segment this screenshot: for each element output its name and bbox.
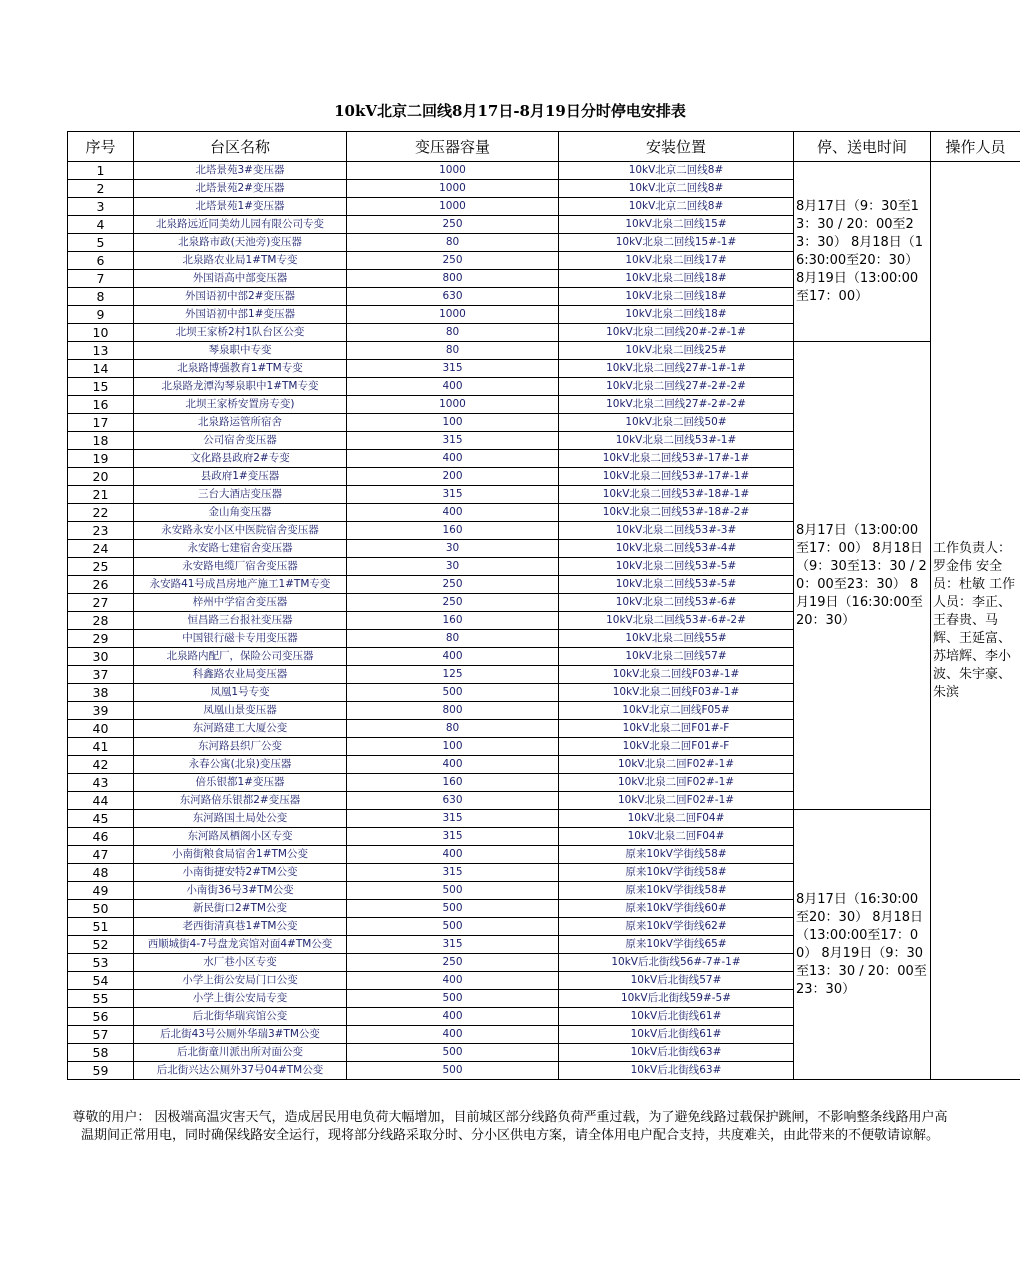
row-location: 10kV北泉二回线18#	[559, 270, 794, 288]
row-area-name: 东河路建工大厦公变	[134, 720, 347, 738]
row-location: 10kV北泉二回线57#	[559, 648, 794, 666]
row-index: 53	[68, 954, 134, 972]
row-location: 原来10kV学街线65#	[559, 936, 794, 954]
row-capacity: 100	[347, 414, 559, 432]
row-location: 10kV北京二回线8#	[559, 162, 794, 180]
row-location: 10kV北泉二回线27#-1#-1#	[559, 360, 794, 378]
row-capacity: 315	[347, 864, 559, 882]
row-capacity: 400	[347, 756, 559, 774]
row-index: 48	[68, 864, 134, 882]
row-area-name: 小学上街公安局门口公变	[134, 972, 347, 990]
row-capacity: 250	[347, 216, 559, 234]
row-area-name: 东河路县织厂公变	[134, 738, 347, 756]
table-row	[68, 162, 1020, 180]
row-location: 10kV北泉二回线53#-6#-2#	[559, 612, 794, 630]
row-area-name: 后北街童川派出所对面公变	[134, 1044, 347, 1062]
row-area-name: 琴泉职中专变	[134, 342, 347, 360]
row-index: 15	[68, 378, 134, 396]
row-capacity: 250	[347, 252, 559, 270]
row-capacity: 315	[347, 360, 559, 378]
row-area-name: 新民街口2#TM公变	[134, 900, 347, 918]
row-area-name: 北泉路农业局1#TM专变	[134, 252, 347, 270]
outage-time-group: 8月17日（16:30:00至20：30） 8月18日（13:00:00至17：00） 8月19日（9：30至13：30 / 20：00至23：30）	[794, 810, 931, 1080]
header-area-name: 台区名称	[134, 132, 347, 162]
row-capacity: 1000	[347, 162, 559, 180]
row-location: 10kV北泉二回线53#-1#	[559, 432, 794, 450]
row-index: 43	[68, 774, 134, 792]
row-location: 10kV北泉二回线53#-18#-2#	[559, 504, 794, 522]
row-capacity: 315	[347, 828, 559, 846]
row-capacity: 80	[347, 720, 559, 738]
row-location: 10kV后北街线63#	[559, 1044, 794, 1062]
row-capacity: 630	[347, 792, 559, 810]
row-index: 2	[68, 180, 134, 198]
row-capacity: 30	[347, 558, 559, 576]
row-capacity: 500	[347, 990, 559, 1008]
row-capacity: 400	[347, 846, 559, 864]
row-location: 10kV北泉二回线53#-4#	[559, 540, 794, 558]
header-index: 序号	[68, 132, 134, 162]
row-capacity: 100	[347, 738, 559, 756]
row-area-name: 外国语初中部2#变压器	[134, 288, 347, 306]
row-index: 20	[68, 468, 134, 486]
page-title: 10kV北京二回线8月17日-8月19日分时停电安排表	[334, 102, 686, 120]
row-location: 原来10kV学街线62#	[559, 918, 794, 936]
row-capacity: 630	[347, 288, 559, 306]
row-area-name: 北塔景苑2#变压器	[134, 180, 347, 198]
row-capacity: 250	[347, 594, 559, 612]
row-area-name: 永安路七建宿舍变压器	[134, 540, 347, 558]
row-index: 28	[68, 612, 134, 630]
row-area-name: 北塔景苑1#变压器	[134, 198, 347, 216]
row-area-name: 梓州中学宿舍变压器	[134, 594, 347, 612]
row-index: 41	[68, 738, 134, 756]
row-capacity: 200	[347, 468, 559, 486]
row-area-name: 科鑫路农业局变压器	[134, 666, 347, 684]
row-area-name: 小学上街公安局专变	[134, 990, 347, 1008]
row-index: 5	[68, 234, 134, 252]
row-index: 54	[68, 972, 134, 990]
row-capacity: 500	[347, 900, 559, 918]
row-capacity: 500	[347, 684, 559, 702]
row-location: 10kV北泉二回F01#-F	[559, 738, 794, 756]
row-index: 25	[68, 558, 134, 576]
table-row	[68, 342, 1020, 360]
row-area-name: 永安路电缆厂宿舍变压器	[134, 558, 347, 576]
row-area-name: 东河路国土局处公变	[134, 810, 347, 828]
row-capacity: 400	[347, 648, 559, 666]
row-index: 22	[68, 504, 134, 522]
row-location: 10kV后北街线63#	[559, 1062, 794, 1080]
row-location: 10kV北泉二回线18#	[559, 306, 794, 324]
row-index: 59	[68, 1062, 134, 1080]
row-capacity: 250	[347, 954, 559, 972]
row-area-name: 小南街粮食局宿舍1#TM公变	[134, 846, 347, 864]
row-index: 24	[68, 540, 134, 558]
row-capacity: 400	[347, 1008, 559, 1026]
row-location: 10kV北泉二回F04#	[559, 828, 794, 846]
row-capacity: 500	[347, 1062, 559, 1080]
row-area-name: 北泉路运管所宿舍	[134, 414, 347, 432]
row-location: 10kV后北街线59#-5#	[559, 990, 794, 1008]
row-area-name: 公司宿舍变压器	[134, 432, 347, 450]
row-area-name: 文化路县政府2#专变	[134, 450, 347, 468]
row-area-name: 外国语初中部1#变压器	[134, 306, 347, 324]
row-capacity: 400	[347, 1026, 559, 1044]
outage-time-group: 8月17日（9：30至13：30 / 20：00至23：30） 8月18日（16:30:00至20：30） 8月19日（13:00:00至17：00）	[794, 162, 931, 342]
row-area-name: 北坝王家桥安置房专变)	[134, 396, 347, 414]
row-index: 44	[68, 792, 134, 810]
row-area-name: 西顺城街4-7号盘龙宾馆对面4#TM公变	[134, 936, 347, 954]
row-index: 14	[68, 360, 134, 378]
row-location: 10kV北泉二回线17#	[559, 252, 794, 270]
row-area-name: 东河路凤栖阁小区专变	[134, 828, 347, 846]
outage-schedule-table	[67, 131, 1020, 1080]
row-capacity: 800	[347, 270, 559, 288]
row-capacity: 500	[347, 918, 559, 936]
row-index: 21	[68, 486, 134, 504]
row-capacity: 315	[347, 936, 559, 954]
outage-time-group: 8月17日（13:00:00至17：00） 8月18日（9：30至13：30 / 20：00至23：30） 8月19日（16:30:00至20：30）	[794, 342, 931, 810]
row-area-name: 东河路倍乐银都2#变压器	[134, 792, 347, 810]
row-area-name: 后北街43号公厕外华瑞3#TM公变	[134, 1026, 347, 1044]
row-location: 10kV北泉二回线27#-2#-2#	[559, 378, 794, 396]
row-capacity: 400	[347, 504, 559, 522]
row-index: 4	[68, 216, 134, 234]
header-location: 安装位置	[559, 132, 794, 162]
row-capacity: 125	[347, 666, 559, 684]
row-area-name: 三台大酒店变压器	[134, 486, 347, 504]
row-location: 10kV北泉二回线53#-17#-1#	[559, 468, 794, 486]
row-location: 10kV后北街线61#	[559, 1008, 794, 1026]
row-capacity: 160	[347, 612, 559, 630]
row-area-name: 北坝王家桥2村1队台区公变	[134, 324, 347, 342]
row-capacity: 80	[347, 324, 559, 342]
row-capacity: 30	[347, 540, 559, 558]
row-location: 原来10kV学街线58#	[559, 864, 794, 882]
row-index: 56	[68, 1008, 134, 1026]
row-capacity: 1000	[347, 180, 559, 198]
row-location: 10kV北泉二回线25#	[559, 342, 794, 360]
row-index: 46	[68, 828, 134, 846]
row-area-name: 县政府1#变压器	[134, 468, 347, 486]
row-location: 10kV北泉二回线50#	[559, 414, 794, 432]
row-index: 30	[68, 648, 134, 666]
row-index: 52	[68, 936, 134, 954]
row-location: 10kV北泉二回线53#-18#-1#	[559, 486, 794, 504]
row-capacity: 1000	[347, 396, 559, 414]
row-location: 10kV北泉二回线53#-6#	[559, 594, 794, 612]
row-location: 10kV北泉二回线53#-3#	[559, 522, 794, 540]
row-index: 16	[68, 396, 134, 414]
row-index: 10	[68, 324, 134, 342]
row-index: 47	[68, 846, 134, 864]
row-location: 10kV北泉二回线53#-17#-1#	[559, 450, 794, 468]
row-capacity: 250	[347, 576, 559, 594]
row-location: 10kV北泉二回线F03#-1#	[559, 666, 794, 684]
row-location: 10kV北泉二回线15#-1#	[559, 234, 794, 252]
row-index: 27	[68, 594, 134, 612]
row-area-name: 永安路永安小区中医院宿舍变压器	[134, 522, 347, 540]
row-area-name: 后北街兴达公厕外37号04#TM公变	[134, 1062, 347, 1080]
row-index: 17	[68, 414, 134, 432]
row-area-name: 永春公寓(北泉)变压器	[134, 756, 347, 774]
row-capacity: 80	[347, 342, 559, 360]
row-index: 45	[68, 810, 134, 828]
row-index: 51	[68, 918, 134, 936]
row-location: 10kV北京二回线8#	[559, 180, 794, 198]
row-location: 10kV北泉二回线15#	[559, 216, 794, 234]
row-area-name: 永安路41号成昌房地产施工1#TM专变	[134, 576, 347, 594]
row-location: 10kV北泉二回线53#-5#	[559, 576, 794, 594]
row-capacity: 1000	[347, 198, 559, 216]
row-area-name: 恒昌路三台报社变压器	[134, 612, 347, 630]
row-location: 原来10kV学街线58#	[559, 846, 794, 864]
row-index: 7	[68, 270, 134, 288]
row-area-name: 北塔景苑3#变压器	[134, 162, 347, 180]
row-index: 57	[68, 1026, 134, 1044]
row-location: 10kV北京二回线8#	[559, 198, 794, 216]
row-index: 39	[68, 702, 134, 720]
row-index: 37	[68, 666, 134, 684]
header-capacity: 变压器容量	[347, 132, 559, 162]
row-index: 29	[68, 630, 134, 648]
row-area-name: 北泉路市政(天池旁)变压器	[134, 234, 347, 252]
row-location: 10kV北泉二回F04#	[559, 810, 794, 828]
notice-text: 尊敬的用户： 因极端高温灾害天气，造成居民用电负荷大幅增加，目前城区部分线路负荷严重过载，为了避免线路过载保护跳闸，不影响整条线路用户高温期间正常用电，同时确保线路安全运行，现将部分线路采取分时、分小区供电方案，请全体用电户配合支持，共度难关，由此带来的不便敬请谅解。	[72, 1110, 948, 1143]
row-location: 原来10kV学街线60#	[559, 900, 794, 918]
row-area-name: 金山角变压器	[134, 504, 347, 522]
row-area-name: 北泉路内配厂，保险公司变压器	[134, 648, 347, 666]
row-capacity: 400	[347, 450, 559, 468]
row-capacity: 315	[347, 810, 559, 828]
row-index: 42	[68, 756, 134, 774]
row-location: 10kV北泉二回线53#-5#	[559, 558, 794, 576]
row-location: 10kV北泉二回线27#-2#-2#	[559, 396, 794, 414]
row-index: 18	[68, 432, 134, 450]
row-index: 23	[68, 522, 134, 540]
header-outage-time: 停、送电时间	[794, 132, 931, 162]
row-index: 55	[68, 990, 134, 1008]
row-index: 19	[68, 450, 134, 468]
row-location: 10kV北泉二回F01#-F	[559, 720, 794, 738]
row-capacity: 80	[347, 234, 559, 252]
row-area-name: 小南街捷安特2#TM公变	[134, 864, 347, 882]
row-location: 10kV北泉二回F02#-1#	[559, 792, 794, 810]
row-index: 8	[68, 288, 134, 306]
row-capacity: 500	[347, 882, 559, 900]
row-index: 13	[68, 342, 134, 360]
row-capacity: 1000	[347, 306, 559, 324]
row-capacity: 315	[347, 432, 559, 450]
table-row	[68, 810, 1020, 828]
row-area-name: 北泉路博强教育1#TM专变	[134, 360, 347, 378]
header-operators: 操作人员	[931, 132, 1020, 162]
row-area-name: 后北街华瑞宾馆公变	[134, 1008, 347, 1026]
row-index: 38	[68, 684, 134, 702]
row-location: 10kV北泉二回线55#	[559, 630, 794, 648]
row-index: 49	[68, 882, 134, 900]
row-capacity: 160	[347, 522, 559, 540]
row-capacity: 160	[347, 774, 559, 792]
row-capacity: 500	[347, 1044, 559, 1062]
row-area-name: 凤凰山景变压器	[134, 702, 347, 720]
row-area-name: 水厂巷小区专变	[134, 954, 347, 972]
row-location: 10kV北泉二回线18#	[559, 288, 794, 306]
row-index: 58	[68, 1044, 134, 1062]
row-location: 10kV北泉二回线F03#-1#	[559, 684, 794, 702]
row-area-name: 北泉路龙潭沟琴泉职中1#TM专变	[134, 378, 347, 396]
row-index: 26	[68, 576, 134, 594]
row-location: 10kV北泉二回F02#-1#	[559, 774, 794, 792]
row-location: 10kV北泉二回线20#-2#-1#	[559, 324, 794, 342]
row-area-name: 外国语高中部变压器	[134, 270, 347, 288]
row-capacity: 315	[347, 486, 559, 504]
row-capacity: 400	[347, 378, 559, 396]
row-capacity: 800	[347, 702, 559, 720]
row-capacity: 80	[347, 630, 559, 648]
row-area-name: 老西街清真巷1#TM公变	[134, 918, 347, 936]
row-area-name: 凤凰1号专变	[134, 684, 347, 702]
operators-cell: 工作负责人：罗金伟 安全员：杜敏 工作人员：李正、王春贵、马辉、王延富、苏培辉、李小波、朱宇豪、朱滨	[931, 162, 1020, 1080]
row-location: 原来10kV学街线58#	[559, 882, 794, 900]
row-location: 10kV北京二回线F05#	[559, 702, 794, 720]
row-area-name: 中国银行磁卡专用变压器	[134, 630, 347, 648]
row-index: 50	[68, 900, 134, 918]
row-area-name: 倍乐银都1#变压器	[134, 774, 347, 792]
row-area-name: 北泉路远近同美幼儿园有限公司专变	[134, 216, 347, 234]
row-location: 10kV后北街线57#	[559, 972, 794, 990]
row-capacity: 400	[347, 972, 559, 990]
row-index: 6	[68, 252, 134, 270]
row-index: 9	[68, 306, 134, 324]
row-index: 1	[68, 162, 134, 180]
row-location: 10kV北泉二回F02#-1#	[559, 756, 794, 774]
table-header-row	[68, 132, 1020, 162]
row-area-name: 小南街36号3#TM公变	[134, 882, 347, 900]
row-index: 3	[68, 198, 134, 216]
row-location: 10kV后北街线56#-7#-1#	[559, 954, 794, 972]
row-location: 10kV后北街线61#	[559, 1026, 794, 1044]
row-index: 40	[68, 720, 134, 738]
